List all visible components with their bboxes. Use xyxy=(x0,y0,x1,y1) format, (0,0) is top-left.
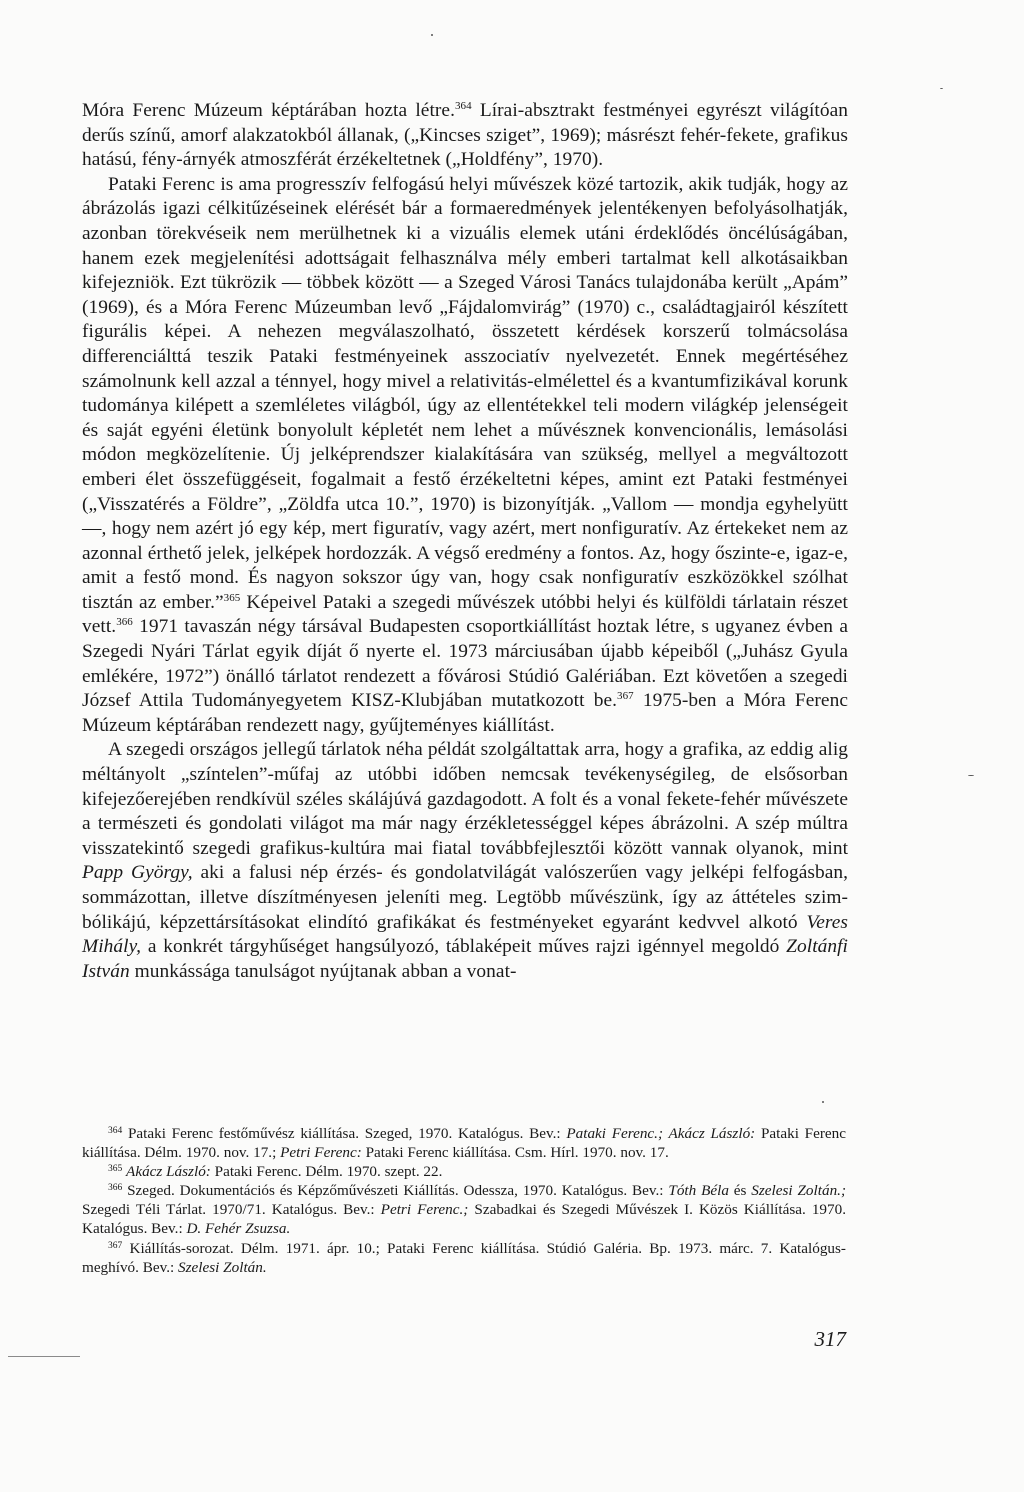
italic-name: Szelesi Zoltán. xyxy=(178,1258,267,1276)
italic-name: Zoltánfi István xyxy=(82,936,848,982)
footnote-marker: 364 xyxy=(108,1126,123,1136)
scan-speck xyxy=(940,88,943,89)
text-run: 1975-ben a Móra Ferenc Múzeum képtárában rendezett nagy, gyűjteményes kiállítást. xyxy=(82,690,848,736)
text-run: Lírai-absztrakt festményei egyrészt világítóan derűs színű, amorf alakzatokból állanak, („Kincses sziget”, 1969); másrészt fehér-fekete, grafikus hatású, fény-árnyék atmoszférát érzékeltetnek („Holdfény”, 1970). xyxy=(82,100,848,171)
text-run: Kiállítás-sorozat. Délm. 1971. ápr. 10.; Pataki Ferenc kiállítása. Stúdió Galéria. Bp. 1973. márc. 7. Katalógus-meghívó. Bev.: xyxy=(82,1239,846,1276)
text-run: 1971 tavaszán négy társával Budapesten csoportkiállítást hoztak létre, s ugyanez évben a Szegedi Nyári Tárlat egyik díját ő nyerte el. 1973 márciusában újabb képeiből („Juhász Gyula emlékére, 1972”) önálló tárlatot rendezett a fővárosi Stúdió Galériában. Ezt követően a szegedi József Attila Tudományegyetem KISZ-Klubjában mutatkozott be. xyxy=(82,616,848,712)
footnote-marker: 367 xyxy=(617,690,634,703)
italic-name: D. Fehér Zsuzsa. xyxy=(186,1220,291,1238)
italic-name: Petri Ferenc: xyxy=(280,1144,362,1162)
footnote-marker: 364 xyxy=(454,100,472,112)
footnote-marker: 366 xyxy=(116,616,133,629)
italic-name: Papp György, xyxy=(82,862,193,884)
text-run: Pataki Ferenc kiállítása. Csm. Hírl. 1970. nov. 17. xyxy=(361,1144,669,1162)
footnote xyxy=(82,1181,846,1238)
text-run: Szeged. Dokumentációs és Képzőművészeti Kiállítás. Odessza, 1970. Katalógus. Bev.: xyxy=(122,1182,669,1200)
text-run: aki a falusi nép érzés- és gondolatvilágát valószerűen vagy jelképi felfogásban, sommázottan, illetve díszítményesen jeleníti meg. Legtöbb művészünk, így az áttételes szimbólikájú, képzettársításokat elindító grafikákat és festményeket egyaránt kedvvel alkotó xyxy=(82,862,848,933)
footnote xyxy=(82,1124,846,1162)
text-run: Képeivel Pataki a szegedi művészek utóbbi helyi és külföldi tárlatain részet vett. xyxy=(82,591,848,638)
paragraph xyxy=(82,173,848,739)
scan-speck xyxy=(968,775,974,776)
footnote-marker: 365 xyxy=(108,1164,123,1175)
italic-name: Pataki Ferenc.; Akácz László: xyxy=(566,1125,756,1142)
text-run: A szegedi országos jellegű tárlatok néha példát szolgáltattak arra, hogy a grafika, az eddig alig méltányolt „színtelen”-műfaj az utóbbi időben nemcsak tevékenységileg, de elsősorban kifejezőerejében rendkívül széles skálájúvá gazdagodott. A folt és a vonal fekete-fehér művészete a természeti és gondolati világot ma már nagy érzékletességgel képes ábrázolni. A szép múltra visszatekintő szegedi grafikus-kultúra mai fiatal továbbfejlesztői között vannak olyanok, mint xyxy=(82,739,848,859)
footnote-marker: 366 xyxy=(108,1183,123,1194)
footnote-marker: 367 xyxy=(108,1240,123,1251)
italic-name: Akácz László: xyxy=(126,1163,211,1181)
paragraph xyxy=(82,99,848,173)
footnotes xyxy=(82,1124,846,1277)
scan-speck xyxy=(431,34,433,36)
italic-name: Szelesi Zoltán.; xyxy=(751,1182,847,1200)
footnote xyxy=(82,1162,846,1181)
text-run: Szegedi Téli Tárlat. 1970/71. Katalógus. Bev.: xyxy=(82,1201,381,1219)
scan-speck xyxy=(822,1101,824,1103)
text-run: Pataki Ferenc festőművész kiállítása. Szeged, 1970. Katalógus. Bev.: xyxy=(122,1125,567,1142)
text-run: a konkrét tárgyhűséget hangsúlyozó, táblaképeit műves rajzi igénnyel megoldó xyxy=(141,936,787,958)
text-run: Pataki Ferenc. Délm. 1970. szept. 22. xyxy=(210,1163,443,1181)
text-run: Szabadkai és Szegedi Művészek I. Közös Kiállítása. 1970. Katalógus. Bev.: xyxy=(82,1201,846,1238)
bottom-edge-rule xyxy=(8,1356,80,1357)
italic-name: Tóth Béla xyxy=(668,1182,729,1200)
italic-name: Petri Ferenc.; xyxy=(380,1201,469,1219)
text-run: Pataki Ferenc kiállítása. Délm. 1970. nov. 17.; xyxy=(82,1125,846,1162)
text-run: munkássága tanulságot nyújtanak abban a vonat- xyxy=(129,960,517,982)
body-text xyxy=(82,99,848,984)
text-run: Pataki Ferenc is ama progresszív felfogású helyi művészek közé tartozik, akik tudják, hogy az ábrázolás igazi célkitűzéseinek elérését bár a formaeredmények jelentékenyen befolyásolhatják, azonban törekvéseik nem merülhetnek ki a vizuális elemek utáni érdeklődés öncélúságában, hanem ezek megjelenítési adottságait felhasználva mély emberi tartalmat kell alkotásaikban kifejezniök. Ezt tükrözik — többek között — a Szeged Városi Tanács tulajdonába került „Apám” (1969), és a Móra Ferenc Múzeumban levő „Fájdalomvirág” (1970) c., családtagjairól készített figurális képei. A nehezen megválaszolható, összetett kérdések korszerű tolmácsolása differenciálttá teszik Pataki festményeinek asszociatív nyelvezetét. Ennek megértéséhez számolnunk kell azzal a ténnyel, hogy mivel a relativitás-elmélettel és a kvantumfizikával korunk tudománya kilépett a szemléletes világból, úgy az ellentétekkel teli modern világkép jelenségeit és saját egyéni életünk bonyolult képletét nem lehet a művésznek konvencionális, lemásolási módon megközelítenie. Új jelképrendszer kialakítására van szükség, mellyel a megváltozott emberi élet összefüggéseit, fogalmait a festő érzékeltetni képes, amint ezt Pataki festményei („Visszatérés a Földre”, „Zöldfa utca 10.”, 1970) is bizonyítják. „Vallom — mondja egyhelyütt —, hogy nem azért jó egy kép, mert figuratív, vagy azért, mert nonfiguratív. Az értekeket nem az azonnal érthető jelek, jelképek hordozzák. A végső eredmény a fontos. Az, hogy őszinte-e, igaz-e, amit a festő mond. És nagyon sokszor úgy van, hogy csak nonfiguratív eszközökkel szólhat tisztán az ember.” xyxy=(82,173,848,613)
italic-name: Veres Mihály, xyxy=(82,911,848,958)
footnote xyxy=(82,1239,846,1277)
page-number: 317 xyxy=(814,1327,846,1351)
text-run: és xyxy=(728,1182,752,1200)
paragraph xyxy=(82,738,848,984)
text-run: Móra Ferenc Múzeum képtárában hozta létre. xyxy=(82,100,455,121)
footnote-marker: 365 xyxy=(223,591,241,604)
